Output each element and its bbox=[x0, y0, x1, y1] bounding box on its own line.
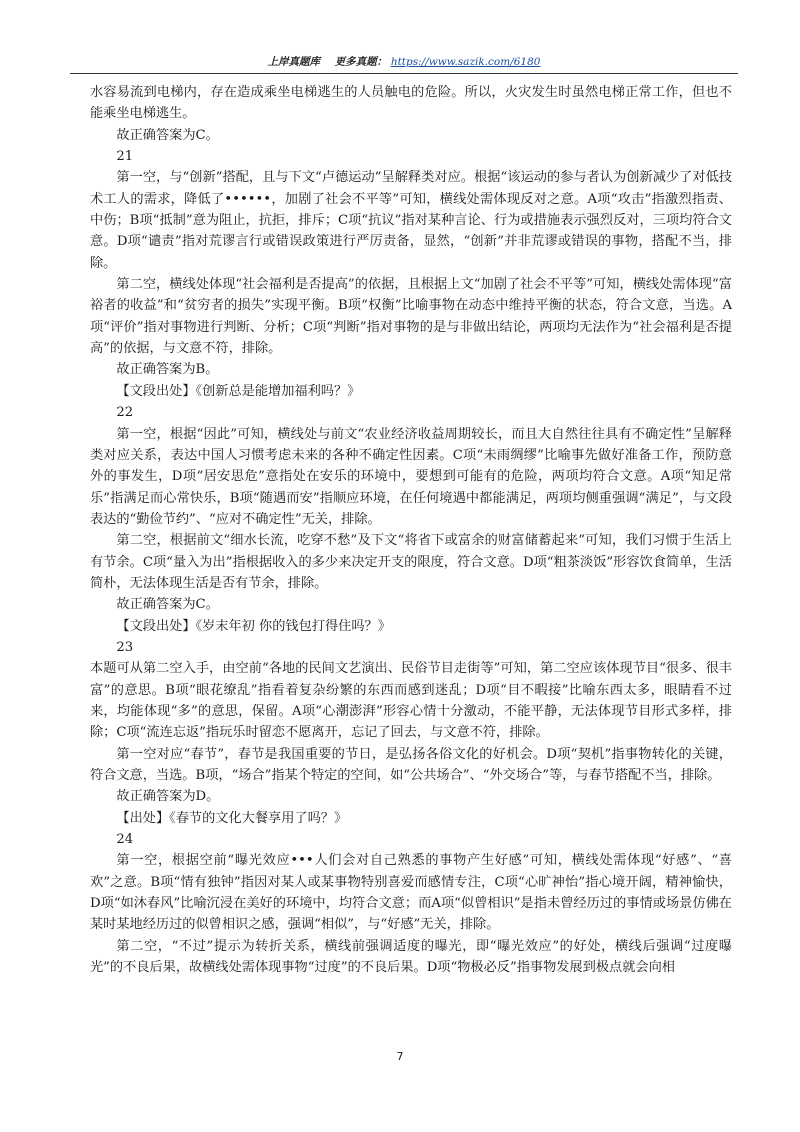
paragraph: 第一空，根据空前“曝光效应•••人们会对自己熟悉的事物产生好感”可知，横线处需体现“好感”、“喜欢”之意。B项“情有独钟”指因对某人或某事物特别喜爱而感情专注，C项“心旷神怡”指心境开阔，精神愉快，D项“如沐春风”比喻沉浸在美好的环境中，均符合文意；而A项“似曾相识”是指未曾经历过的事情或场景仿佛在某时某地经历过的似曾相识之感，强调“相似”，与“好感”无关，排除。 bbox=[90, 853, 732, 933]
question-number: 24 bbox=[116, 832, 134, 848]
paragraph: 故正确答案为D。 bbox=[116, 789, 220, 805]
paragraph: 第一空，与“创新”搭配，且与下文“卢德运动”呈解释类对应。根据“该运动的参与者认为创新减少了对低技术工人的需求，降低了••••••，加剧了社会不平等”可知，横线处需体现反对之意。A项“攻击”指激烈指责、中伤；B项“抵制”意为阻止，抗拒，排斥；C项“抗议”指对某种言论、行为或措施表示强烈反对，三项均符合文意。D项“谴责”指对荒谬言行或错误政策进行严厉责备，显然，“创新”并非荒谬或错误的事物，搭配不当，排除。 bbox=[90, 170, 732, 271]
paragraph: 故正确答案为C。 bbox=[116, 127, 219, 143]
source-citation: 【文段出处】《岁末年初 你的钱包打得住吗？》 bbox=[116, 618, 391, 634]
source-citation: 【文段出处】《创新总是能增加福利吗？》 bbox=[116, 383, 361, 399]
paragraph: 故正确答案为C。 bbox=[116, 597, 219, 613]
paragraph: 水容易流到电梯内，存在造成乘坐电梯逃生的人员触电的危险。所以，火灾发生时虽然电梯正常工作，但也不能乘坐电梯逃生。 bbox=[90, 85, 732, 122]
header-divider bbox=[70, 73, 738, 74]
source-citation: 【出处】《春节的文化大餐享用了吗？》 bbox=[116, 810, 348, 826]
paragraph: 第二空，“不过”提示为转折关系，横线前强调适度的曝光，即“曝光效应”的好处，横线后强调“过度曝光”的不良后果，故横线处需体现事物“过度”的不良后果。D项“物极必反”指事物发展到极点就会向相 bbox=[90, 938, 732, 976]
question-number: 22 bbox=[116, 405, 134, 421]
question-number: 23 bbox=[116, 639, 134, 655]
paragraph: 第二空，横线处体现“社会福利是否提高”的依据，且根据上文“加剧了社会不平等”可知，横线处需体现“富裕者的收益”和“贫穷者的损失”实现平衡。B项“权衡”比喻事物在动态中维持平衡的状态，符合文意，当选。A项“评价”指对事物进行判断、分析；C项“判断”指对事物的是与非做出结论，两项均无法作为“社会福利是否提高”的依据，与文意不符，排除。 bbox=[90, 277, 732, 357]
paragraph: 第一空，根据“因此”可知，横线处与前文“农业经济收益周期较长，而且大自然往往具有不确定性”呈解释类对应关系，表达中国人习惯考虑未来的各种不确定性因素。C项“未雨绸缪”比喻事先做好准备工作，预防意外的事发生，D项“居安思危”意指处在安乐的环境中，要想到可能有的危险，两项均符合文意。A项“知足常乐”指满足而心常快乐，B项“随遇而安”指顺应环境，在任何境遇中都能满足，两项均侧重强调“满足”，与文段表达的“勤俭节约”、“应对不确定性”无关，排除。 bbox=[90, 426, 732, 527]
header-link[interactable]: https://www.sazik.com/6180 bbox=[390, 56, 541, 68]
question-number: 21 bbox=[116, 149, 134, 165]
page-body bbox=[90, 82, 732, 978]
header-source-label: 上岸真题库 bbox=[267, 56, 321, 68]
paragraph: 故正确答案为B。 bbox=[116, 362, 219, 378]
paragraph: 本题可从第二空入手，由空前“各地的民间文艺演出、民俗节目走街等”可知，第二空应该体现节目“很多、很丰富”的意思。B项“眼花缭乱”指看着复杂纷繁的东西而感到迷乱；D项“目不暇接”比喻东西太多，眼睛看不过来，均能体现“多”的意思，保留。A项“心潮澎湃”形容心情十分激动，不能平静，无法体现节目形式多样，排除；C项“流连忘返”指玩乐时留恋不愿离开，忘记了回去，与文意不符，排除。 bbox=[90, 661, 732, 741]
header-more-label: 更多真题： bbox=[334, 56, 388, 68]
paragraph: 第二空，根据前文“细水长流，吃穿不愁”及下文“将省下或富余的财富储蓄起来”可知，我们习惯于生活上有节余。C项“量入为出”指根据收入的多少来决定开支的限度，符合文意。D项“粗茶淡饭”形容饮食简单，生活简朴，无法体现生活是否有节余，排除。 bbox=[90, 533, 732, 591]
page-number: 7 bbox=[396, 1050, 404, 1063]
paragraph: 第一空对应“春节”，春节是我国重要的节日，是弘扬各俗文化的好机会。D项“契机”指事物转化的关键，符合文意，当选。B项，“场合”指某个特定的空间，如“公共场合”、“外交场合”等，与春节搭配不当，排除。 bbox=[90, 746, 732, 783]
page-header bbox=[70, 54, 738, 72]
